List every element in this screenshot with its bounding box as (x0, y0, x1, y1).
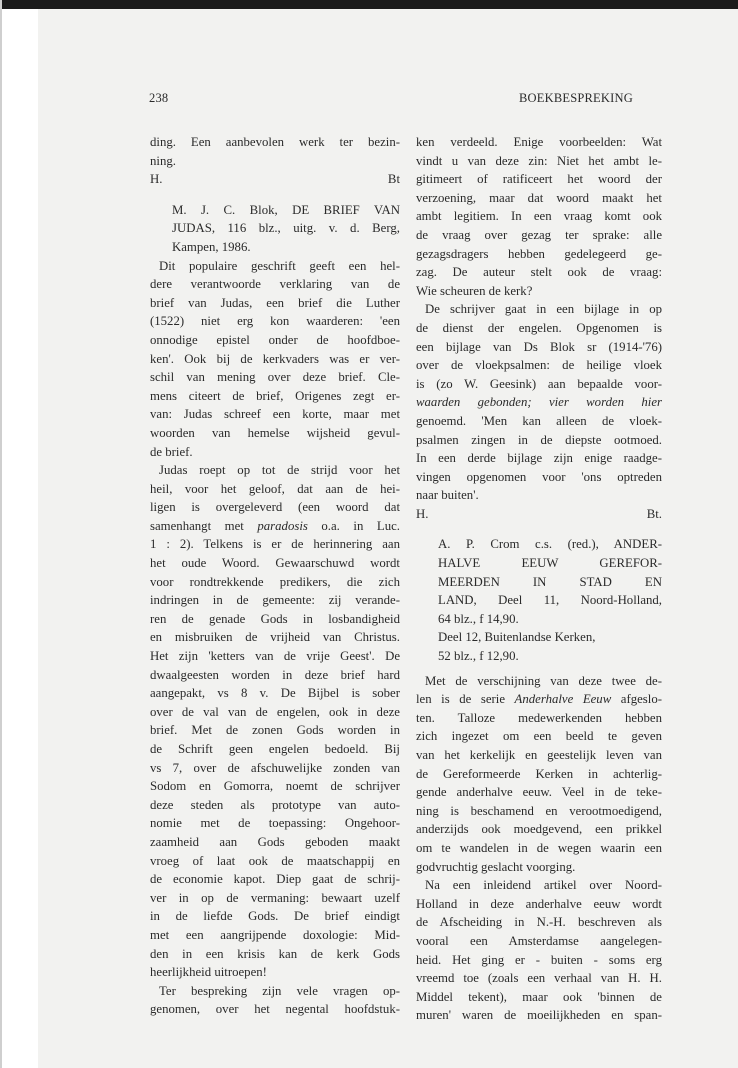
signature (150, 170, 400, 189)
paragraph (150, 461, 400, 982)
text-line: en misbruiken de vrijheid van Christus. (150, 630, 400, 645)
text-line: In een derde bijlage zijn enige raadge- (416, 451, 662, 466)
paragraph (416, 876, 662, 1025)
scan-left-edge (0, 0, 2, 1068)
paragraph (416, 300, 662, 505)
bib-line: 64 blz., f 14,90. (438, 611, 519, 626)
text-line: van: Judas schreef een korte, maar met (150, 407, 400, 422)
signature-initial: H. (150, 172, 163, 187)
text-line: Het zijn 'ketters van de vrije Geest'. De (150, 649, 400, 664)
text-line: ning is beschamend en verootmoedigend, (416, 803, 662, 818)
text-line: vooral een Amsterdamse aangelegen- (416, 933, 662, 948)
text-line: aangepakt, vs 8 v. De Bijbel is sober (150, 686, 400, 701)
bib-line: LAND, Deel 11, Noord-Holland, (438, 593, 662, 608)
text-line: ken verdeeld. Enige voorbeelden: Wat (416, 135, 662, 149)
text-line: brief. Met de zonen Gods worden in (150, 723, 400, 738)
text-line: muren' waren de moeilijkheden en span- (416, 1008, 662, 1023)
text-line: onnodige epistel onder de hoofdboe- (150, 332, 400, 347)
text-line: ver in op de vermaning: bewaart uzelf (150, 890, 400, 905)
paragraph (150, 982, 400, 1019)
bib-line: JUDAS, 116 blz., uitg. v. d. Berg, (172, 221, 400, 236)
text-line: psalmen zingen in de diepste ootmoed. (416, 432, 662, 447)
text-line: Ter bespreking zijn vele vragen op- (159, 983, 400, 998)
text-line: deze steden als prototype van auto- (150, 797, 400, 812)
left-column (150, 133, 400, 1019)
bibliographic-entry (416, 535, 662, 665)
text-line: vs 7, over de afschuwelijke zonden van (150, 760, 400, 775)
text-line: Holland in deze anderhalve eeuw wordt (416, 896, 662, 911)
text-line: vindt u van deze zin: Niet het ambt le- (416, 153, 662, 168)
text-line: Middel tekent), maar ook 'binnen de (416, 989, 662, 1004)
text-line: den in een krisis kan de kerk Gods (150, 946, 400, 961)
text-line: woorden van hemelse wijsheid gevul- (150, 425, 400, 440)
signature-initial: H. (416, 506, 429, 521)
text-line: de Schrift geen engelen bedoeld. Bij (150, 742, 400, 756)
bib-line: M. J. C. Blok, DE BRIEF VAN (172, 202, 400, 217)
text-line: over de vloekpsalmen: de heilige vloek (416, 358, 662, 373)
text-line: heerlijkheid uitroepen! (150, 965, 267, 980)
signature (416, 505, 662, 524)
text-line: ten. Talloze medewerkenden hebben (416, 710, 662, 725)
text-line: (1522) niet erg kon waarderen: 'een (150, 314, 400, 329)
scan-top-border (0, 0, 738, 9)
signature-name: Bt (387, 172, 400, 187)
text-line: nomie met de toepassing: Ongehoor- (150, 816, 400, 831)
text-line: len is de serie Anderhalve Eeuw afgeslo- (416, 692, 662, 707)
text-line: voor rondtrekkende predikers, die zich (150, 574, 400, 589)
text-line: vreemd toe (zoals een verhaal van H. H. (416, 971, 662, 986)
bibliographic-entry (150, 201, 400, 257)
text-line: over de val van de engelen, ook in deze (150, 704, 400, 719)
bib-line: MEERDEN IN STAD EN (438, 574, 662, 589)
text-line: De schrijver gaat in een bijlage in op (425, 302, 662, 317)
italic-term: paradosis (257, 518, 308, 533)
text-line: de Gereformeerde Kerken in achterlig- (416, 766, 662, 781)
text-line: heil, voor het geloof, dat aan de hei- (150, 481, 400, 496)
text-line: de brief. (150, 444, 193, 459)
text-line: ligen is overgeleverd (een woord dat (150, 500, 400, 515)
signature-name: Bt. (646, 506, 662, 521)
text-line: ambt legitiem. In een vraag komt ook (416, 209, 662, 224)
text-line: in de liefde Gods. De brief eindigt (150, 909, 400, 924)
text-line: indringen in de gemeente: zij verande- (150, 593, 400, 608)
text-line: ren de genade Gods in losbandigheid (150, 611, 400, 626)
text-line: ken'. Ook bij de kerkvaders was er ver- (150, 351, 400, 366)
text-line: Sodom en Gomorra, noemt de schrijver (150, 779, 400, 794)
page-number: 238 (149, 91, 169, 105)
bib-line: 52 blz., f 12,90. (438, 649, 519, 664)
text-line-italic: waarden gebonden; vier worden hier (416, 395, 662, 410)
text-line: de Afscheiding in N.-H. beschreven als (416, 915, 662, 930)
text-line: vroeg of laat ook de maatschappij en (150, 853, 400, 868)
text-line: heid. Het ging er - buiten - soms erg (416, 952, 662, 967)
text-line: gezagsdragers hebben gedelegeerd ge- (416, 246, 662, 261)
text-line: de vraag over gezag ter sprake: alle (416, 227, 662, 242)
text-line: anderzijds ook moedgevend, een prikkel (416, 822, 662, 837)
text-line: Wie scheuren de kerk? (416, 283, 533, 298)
text-line: zaamheid aan Gods geboden maakt (150, 834, 400, 849)
text-line: Judas roept op tot de strijd voor het (159, 463, 400, 478)
text-line: zich ingezet om een beeld te geven (416, 729, 662, 744)
text-line: genomen, over het negental hoofdstuk- (150, 1002, 400, 1017)
text-line: Met de verschijning van deze twee de- (425, 673, 662, 688)
right-column (416, 133, 662, 1025)
text-line: 1 : 2). Telkens is er de herinnering aan (150, 537, 400, 552)
text-line: het oude Woord. Gewaarschuwd wordt (150, 556, 400, 571)
bib-line: HALVE EEUW GEREFOR- (438, 556, 662, 571)
text-line: Dit populaire geschrift geeft een hel- (159, 258, 400, 273)
text-line: gitimeert of ratificeert het woord der (416, 172, 662, 187)
text-line: verzoening, maar dat woord maakt het (416, 190, 662, 205)
text-line: ning. (150, 153, 176, 168)
bib-line: Deel 12, Buitenlandse Kerken, (438, 630, 596, 645)
text-line: naar buiten'. (416, 488, 479, 503)
text-line: ding. Een aanbevolen werk ter bezin- (150, 135, 400, 149)
paragraph (416, 672, 662, 877)
paragraph (150, 257, 400, 462)
text-line: samenhangt met paradosis o.a. in Luc. (150, 518, 400, 533)
text-line: is (zo W. Geesink) aan bepaalde voor- (416, 376, 662, 391)
text-line: mens citeert de brief, Origenes zegt er- (150, 388, 400, 403)
text-line: godvruchtig geslacht voorging. (416, 859, 576, 874)
text-line: van het kerkelijk en geestelijk leven van (416, 748, 662, 762)
running-header: BOEKBESPREKING (519, 91, 633, 105)
bib-line: Kampen, 1986. (172, 239, 251, 254)
paragraph (416, 133, 662, 300)
text-line: met een aangrijpende doxologie: Mid- (150, 927, 400, 942)
text-line: zag. De auteur stelt ook de vraag: (416, 265, 662, 280)
text-line: brief van Judas, een brief die Luther (150, 295, 400, 310)
text-line: schil van mening over deze brief. Cle- (150, 370, 400, 385)
text-line: dwaalgeesten worden in deze brief hard (150, 667, 400, 682)
text-line: Na een inleidend artikel over Noord- (425, 878, 662, 893)
text-line: dere verantwoorde verklaring van de (150, 277, 400, 292)
text-line: de economie kapot. Diep gaat de schrij- (150, 872, 400, 887)
text-line: gende anderhalve eeuw. Veel in de teke- (416, 785, 662, 800)
text-line: om te wandelen in de wegen waarin een (416, 840, 662, 855)
text-line: vingen opgenomen voor 'ons optreden (416, 469, 662, 484)
text-line: een bijlage van Ds Blok sr (1914-'76) (416, 339, 662, 354)
bib-line: A. P. Crom c.s. (red.), ANDER- (438, 537, 662, 552)
text-line: de dienst der engelen. Opgenomen is (416, 320, 662, 335)
italic-title: Anderhalve Eeuw (514, 692, 612, 707)
text-line: genoemd. 'Men kan alleen de vloek- (416, 413, 662, 428)
